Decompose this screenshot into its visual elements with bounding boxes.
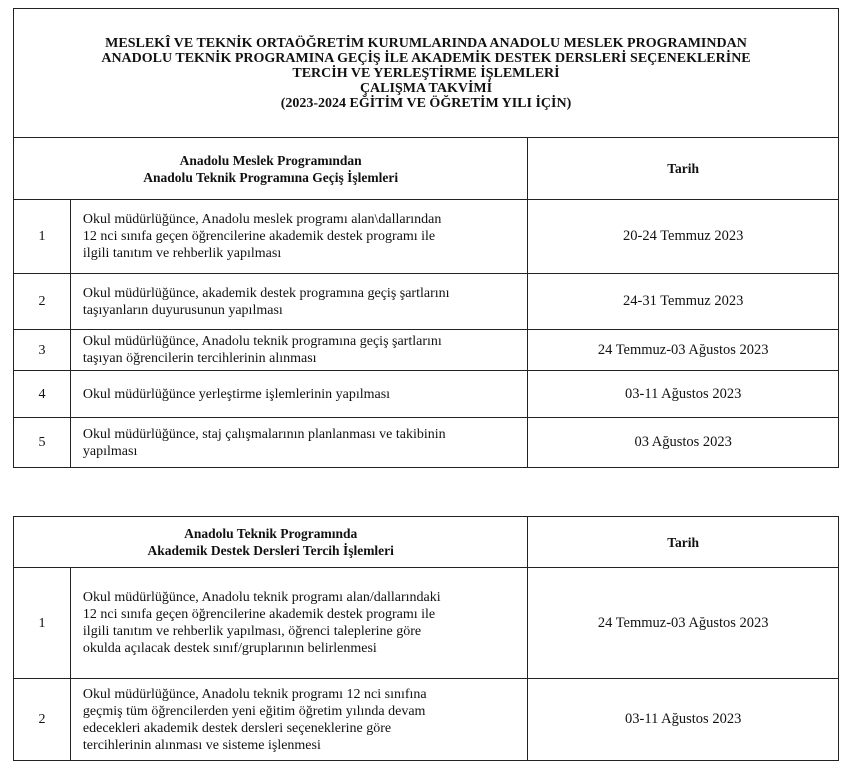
section-header-line-1: Anadolu Meslek Programından (179, 152, 362, 168)
table-row (14, 568, 839, 679)
title-line-3: TERCİH VE YERLEŞTİRME İŞLEMLERİ (292, 65, 560, 81)
calendar-table-1 (13, 8, 839, 468)
row-date: 24-31 Temmuz 2023 (528, 274, 839, 330)
table-header-row (14, 138, 839, 200)
description-line: 12 nci sınıfa geçen öğrencilerine akademik destek programı ile (82, 229, 436, 244)
description-line: ilgili tanıtım ve rehberlik yapılması (82, 246, 282, 261)
row-date: 24 Temmuz-03 Ağustos 2023 (528, 568, 839, 679)
row-date: 20-24 Temmuz 2023 (528, 200, 839, 274)
row-date: 03-11 Ağustos 2023 (528, 371, 839, 418)
description-line: taşıyan öğrencilerin tercihlerinin alınması (82, 351, 317, 366)
row-description (70, 274, 527, 330)
row-date: 03 Ağustos 2023 (528, 418, 839, 468)
row-number: 1 (14, 568, 71, 679)
description-line: geçmiş tüm öğrencilerden yeni eğitim öğretim yılında devam (82, 703, 426, 719)
row-description (70, 200, 527, 274)
table-row (14, 274, 839, 330)
row-number: 2 (14, 274, 71, 330)
description-line: Okul müdürlüğünce, Anadolu teknik programına geçiş şartlarını (82, 334, 442, 349)
document-title-row (14, 9, 839, 138)
table-row (14, 371, 839, 418)
calendar-table-2 (13, 516, 839, 761)
date-column-header: Tarih (528, 138, 839, 200)
description-line: Okul müdürlüğünce, Anadolu teknik programı alan/dallarındaki (82, 590, 441, 605)
section-header (14, 138, 528, 200)
title-line-1: MESLEKÎ VE TEKNİK ORTAÖĞRETİM KURUMLARINDA ANADOLU MESLEK PROGRAMINDAN (105, 35, 747, 51)
section-header-line-2: Anadolu Teknik Programına Geçiş İşlemleri (143, 169, 399, 185)
date-column-header: Tarih (528, 517, 839, 568)
description-line: ilgili tanıtım ve rehberlik yapılması, öğrenci taleplerine göre (82, 624, 422, 639)
row-description (70, 568, 527, 679)
description-line: Okul müdürlüğünce, Anadolu teknik programı 12 nci sınıfına (82, 686, 427, 702)
title-line-4: ÇALIŞMA TAKVİMİ (359, 80, 493, 96)
description-line: okulda açılacak destek sınıf/gruplarının belirlenmesi (82, 641, 377, 656)
description-line: Okul müdürlüğünce, staj çalışmalarının planlanması ve takibinin (82, 426, 446, 442)
table-row (14, 418, 839, 468)
description-line: tercihlerinin alınması ve sisteme işlenmesi (82, 737, 321, 753)
description-line: yapılması (82, 443, 138, 459)
row-number: 3 (14, 330, 71, 371)
row-description (70, 371, 527, 418)
document-title (14, 9, 839, 138)
row-number: 1 (14, 200, 71, 274)
row-description (70, 418, 527, 468)
row-number: 2 (14, 679, 71, 761)
row-date: 24 Temmuz-03 Ağustos 2023 (528, 330, 839, 371)
description-line: Okul müdürlüğünce, akademik destek programına geçiş şartlarını (82, 285, 450, 301)
description-line: 12 nci sınıfa geçen öğrencilerine akademik destek programı ile (82, 607, 436, 622)
row-description (70, 679, 527, 761)
section-header-line-2: Akademik Destek Dersleri Tercih İşlemleri (147, 543, 394, 558)
table-header-row (14, 517, 839, 568)
row-number: 4 (14, 371, 71, 418)
description-line: taşıyanların duyurusunun yapılması (82, 302, 283, 318)
description-line: Okul müdürlüğünce, Anadolu meslek programı alan\dallarından (82, 212, 442, 227)
title-line-5: (2023-2024 EĞİTİM VE ÖĞRETİM YILI İÇİN) (280, 95, 572, 111)
table-row (14, 330, 839, 371)
table-row (14, 679, 839, 761)
section-header-line-1: Anadolu Teknik Programında (184, 526, 358, 541)
description-line: edecekleri akademik destek dersleri seçeneklerine göre (82, 720, 392, 736)
row-description (70, 330, 527, 371)
description-line: Okul müdürlüğünce yerleştirme işlemlerinin yapılması (82, 386, 391, 402)
section-header (14, 517, 528, 568)
row-date: 03-11 Ağustos 2023 (528, 679, 839, 761)
row-number: 5 (14, 418, 71, 468)
table-row (14, 200, 839, 274)
title-line-2: ANADOLU TEKNİK PROGRAMINA GEÇİŞ İLE AKADEMİK DESTEK DERSLERİ SEÇENEKLERİNE (101, 50, 751, 66)
